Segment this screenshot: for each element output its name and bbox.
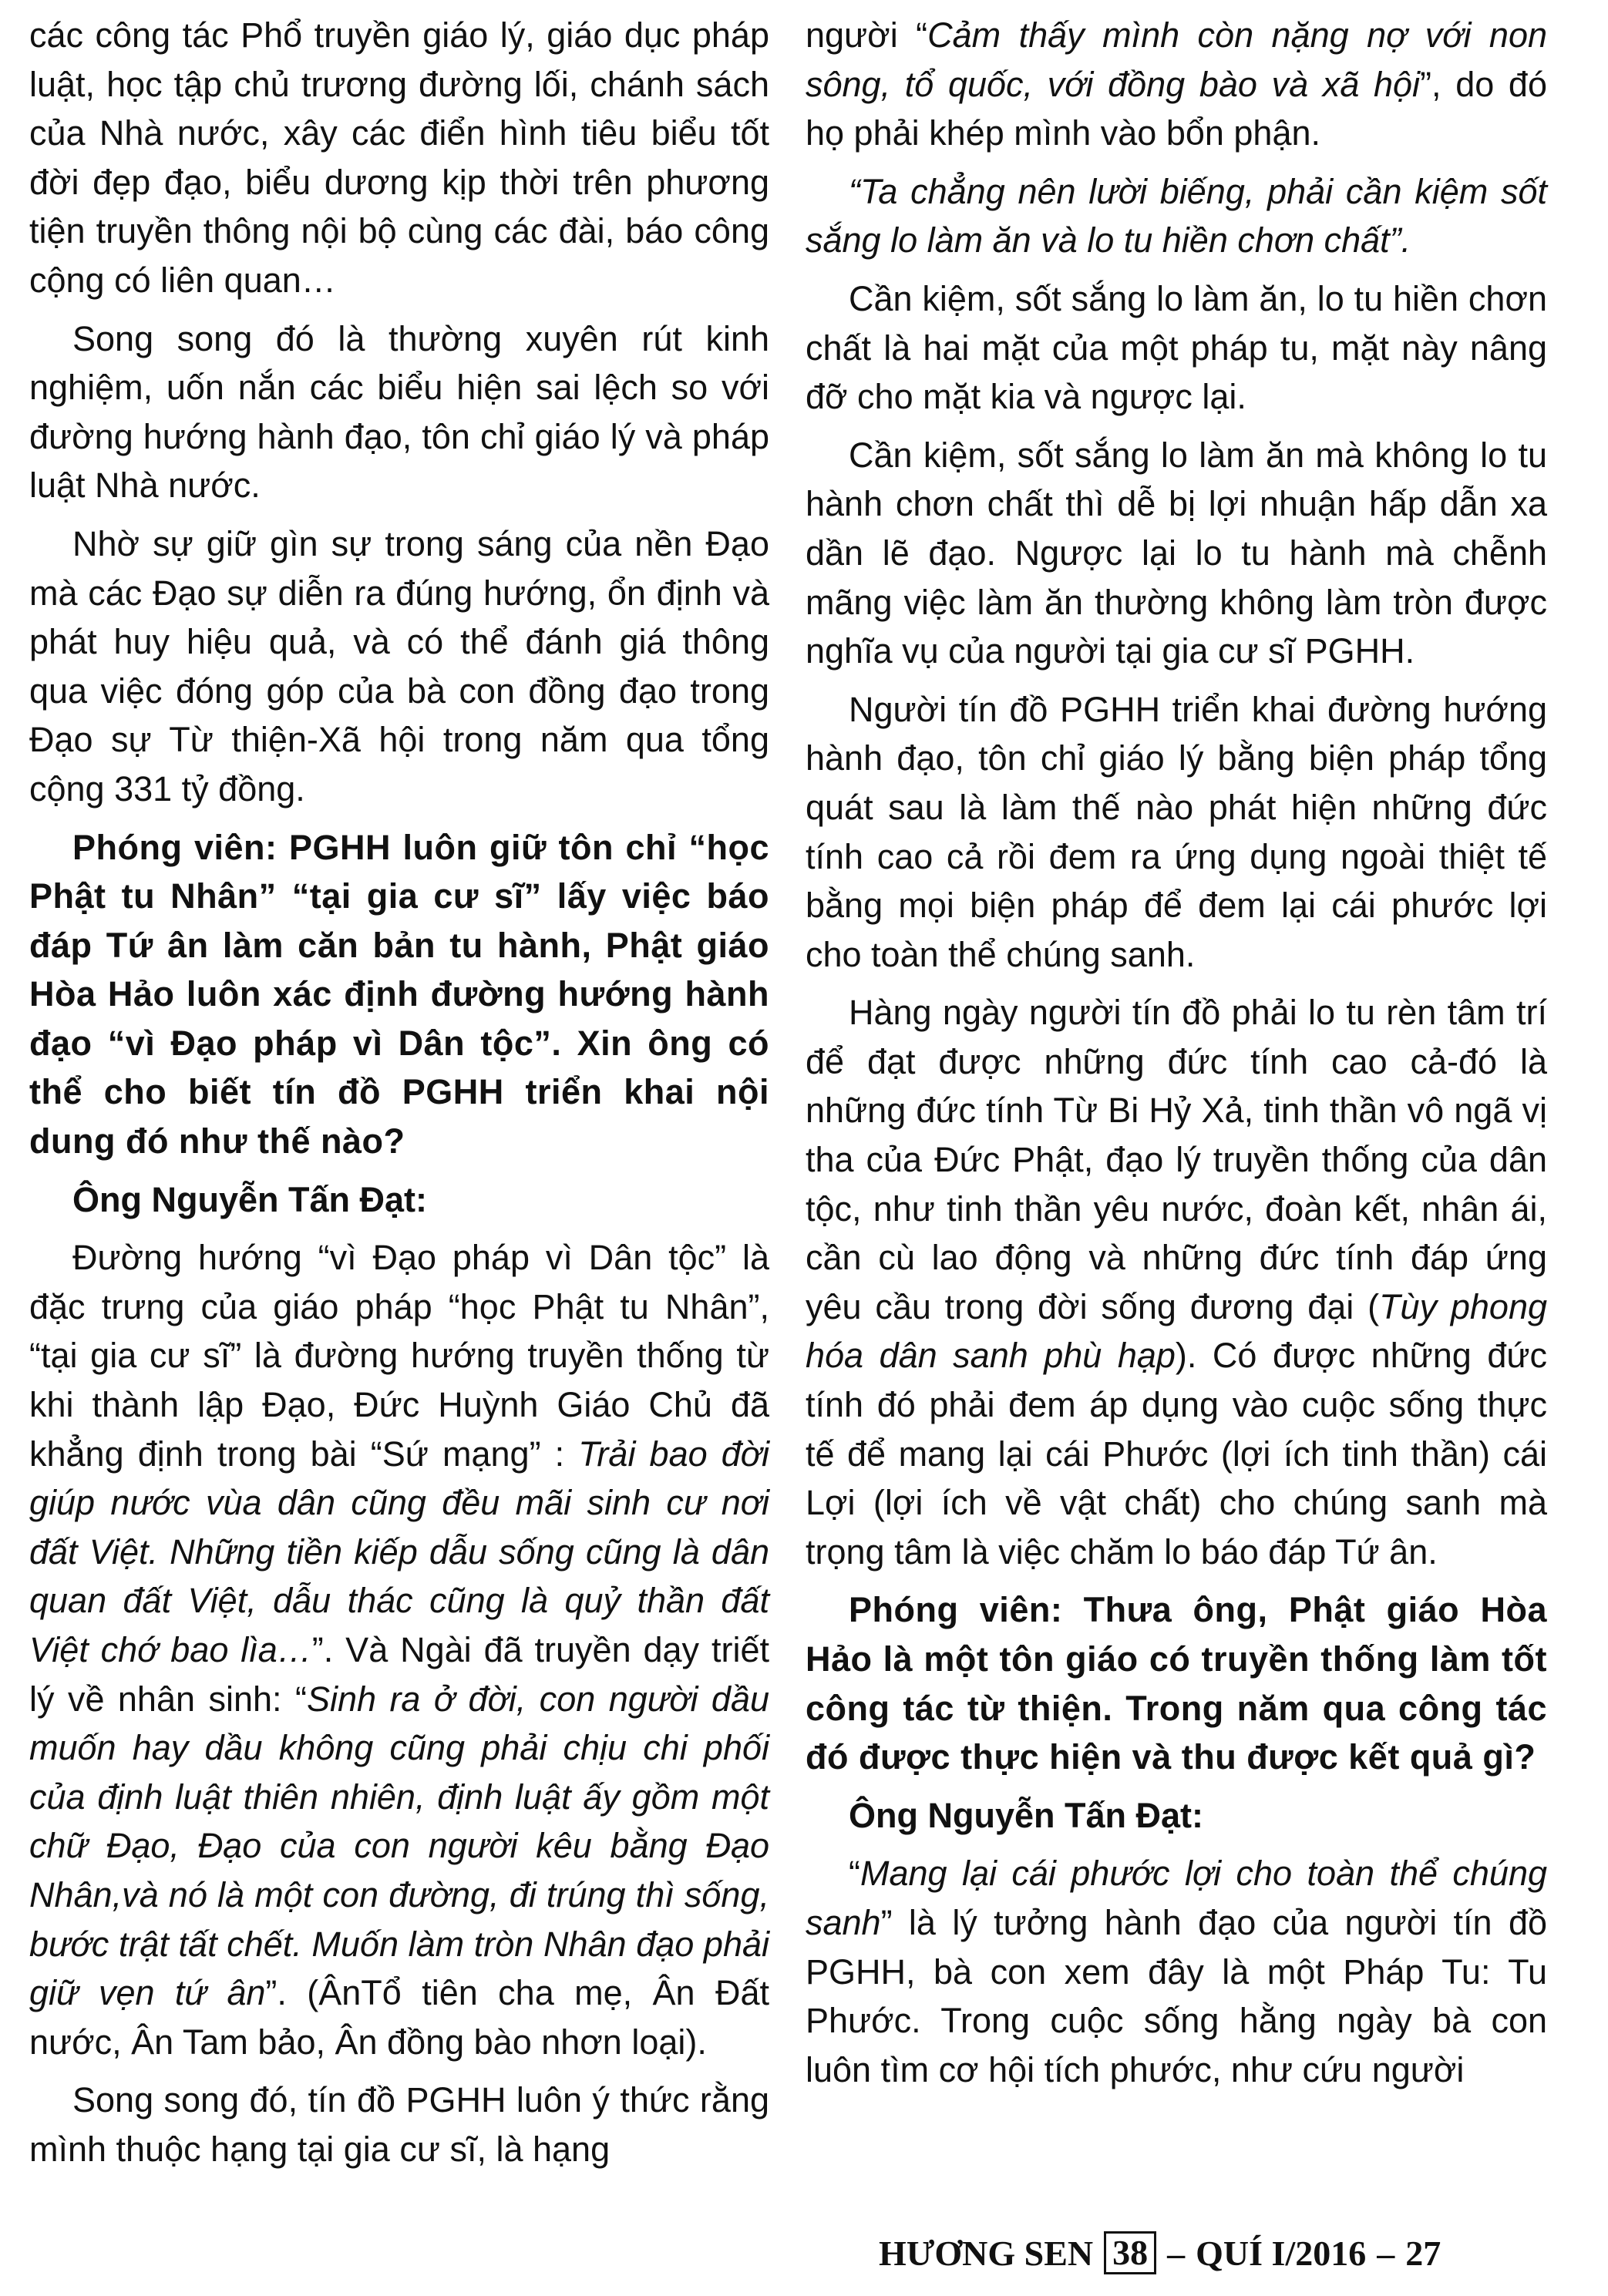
left-column [29,11,769,2183]
paragraph: các công tác Phổ truyền giáo lý, giáo dục pháp luật, học tập chủ trương đường lối, chánh sách của Nhà nước, xây các điển hình tiêu biểu tốt đời đẹp đạo, biểu dương kịp thời trên phương tiện truyền thông nội bộ cùng các đài, báo công cộng có liên quan… [29,15,769,300]
quote-paragraph: “Ta chẳng nên lười biếng, phải cần kiệm sốt sắng lo làm ăn và lo tu hiền chơn chất”. [806,171,1547,261]
page-number: 27 [1405,2233,1441,2273]
text-run: ). Có được những đức tính đó phải đem áp dụng vào cuộc sống thực tế để mang lại cái Phước (lợi ích tinh thần) cái Lợi (lợi ích về vật chất) cho chúng sanh mà trọng tâm là việc chăm lo báo đáp Tứ ân. [806,1336,1547,1572]
paragraph: Người tín đồ PGHH triển khai đường hướng hành đạo, tôn chỉ giáo lý bằng biện pháp tổng quát sau là làm thế nào phát hiện những đức tính cao cả rồi đem ra ứng dụng ngoài thiệt tế bằng mọi biện pháp để đem lại cái phước lợi cho toàn thể chúng sanh. [806,689,1547,974]
paragraph [29,1233,769,2066]
quote-italic: Cảm thấy mình còn nặng nợ với non sông, tổ quốc, với đồng bào và xã hội [806,15,1547,104]
text-run: “ [849,1854,860,1894]
paragraph [806,1849,1547,2094]
issue-period: QUÍ I/2016 [1196,2233,1367,2273]
separator-dash: – [1377,2233,1395,2273]
issue-number-box: 38 [1104,2231,1156,2274]
speaker-label: Ông Nguyễn Tấn Đạt: [849,1795,1203,1835]
speaker-label: Ông Nguyễn Tấn Đạt: [72,1179,427,1219]
paragraph [806,11,1547,158]
paragraph [806,988,1547,1576]
quote-italic: Tùy phong hóa dân sanh phù hạp [806,1286,1547,1376]
text-run: ” là lý tưởng hành đạo của người tín đồ PGHH, bà con xem đây là một Pháp Tu: Tu Phước. Trong cuộc sống hằng ngày bà con luôn tìm cơ hội tích phước, như cứu người [806,1902,1547,2089]
paragraph: Cần kiệm, sốt sắng lo làm ăn mà không lo tu hành chơn chất thì dễ bị lợi nhuận hấp dẫn xa dần lẽ đạo. Ngược lại lo tu hành mà chễnh mãng việc làm ăn thường không làm tròn được nghĩa vụ của người tại gia cư sĩ PGHH. [806,435,1547,671]
quote-italic: Mang lại cái phước lợi cho toàn thể chúng sanh [806,1854,1547,1942]
interview-question: Phóng viên: Thưa ông, Phật giáo Hòa Hảo là một tôn giáo có truyền thống làm tốt công tác từ thiện. Trong năm qua công tác đó được thực hiện và thu được kết quả gì? [806,1590,1547,1777]
paragraph: Song song đó, tín đồ PGHH luôn ý thức rằng mình thuộc hạng tại gia cư sĩ, là hạng [29,2080,769,2169]
page-footer [879,2231,1573,2274]
paragraph: Nhờ sự giữ gìn sự trong sáng của nền Đạo mà các Đạo sự diễn ra đúng hướng, ổn định và phát huy hiệu quả, và có thể đánh giá thông qua việc đóng góp của bà con đồng đạo trong Đạo sự Từ thiện-Xã hội trong năm qua tổng cộng 331 tỷ đồng. [29,523,769,808]
text-run: Đường hướng “vì Đạo pháp vì Dân tộc” là đặc trưng của giáo pháp “học Phật tu Nhân”, “tại gia cư sĩ” là đường hướng truyền thống từ khi thành lập Đạo, Đức Huỳnh Giáo Chủ đã khẳng định trong bài “Sứ mạng” : [29,1238,769,1474]
magazine-title: HƯƠNG SEN [879,2233,1094,2273]
quote-italic: Sinh ra ở đời, con người dầu muốn hay dầu không cũng phải chịu chi phối của định luật thiên nhiên, định luật ấy gồm một chữ Đạo, Đạo của con người kêu bằng Đạo Nhân,và nó là một con đường, đi trúng thì sống, bước trật tất chết. Muốn làm tròn Nhân đạo phải giữ vẹn tứ ân [29,1679,769,2013]
text-run: ”. Và Ngài đã truyền dạy triết lý về nhân sinh: “ [29,1630,769,1719]
paragraph: Song song đó là thường xuyên rút kinh nghiệm, uốn nắn các biểu hiện sai lệch so với đường hướng hành đạo, tôn chỉ giáo lý và pháp luật Nhà nước. [29,318,769,506]
interview-question: Phóng viên: PGHH luôn giữ tôn chỉ “học Phật tu Nhân” “tại gia cư sĩ” lấy việc báo đáp Tứ ân làm căn bản tu hành, Phật giáo Hòa Hảo luôn xác định đường hướng hành đạo “vì Đạo pháp vì Dân tộc”. Xin ông có thể cho biết tín đồ PGHH triển khai nội dung đó như thế nào? [29,827,769,1161]
text-run: người “ [806,15,928,55]
right-column [806,11,1547,2103]
paragraph: Cần kiệm, sốt sắng lo làm ăn, lo tu hiền chơn chất là hai mặt của một pháp tu, mặt này nâng đỡ cho mặt kia và ngược lại. [806,278,1547,417]
text-run: ”. (ÂnTổ tiên cha mẹ, Ân Đất nước, Ân Tam bảo, Ân đồng bào nhơn loại). [29,1973,770,2062]
quote-italic: Trải bao đời giúp nước vùa dân cũng đều mãi sinh cư nơi đất Việt. Những tiền kiếp dẫu sống cũng là dân quan đất Việt, dẫu thác cũng là quỷ thần đất Việt chớ bao lìa… [29,1434,769,1669]
separator-dash: – [1167,2233,1186,2273]
text-run: ”, do đó họ phải khép mình vào bổn phận. [806,64,1547,153]
text-run: Hàng ngày người tín đồ phải lo tu rèn tâm trí để đạt được những đức tính cao cả-đó là những đức tính Từ Bi Hỷ Xả, tinh thần vô ngã vị tha của Đức Phật, đạo lý truyền thống của dân tộc, như tinh thần yêu nước, đoàn kết, nhân ái, cần cù lao động và những đức tính đáp ứng yêu cầu trong đời sống đương đại ( [806,993,1547,1326]
